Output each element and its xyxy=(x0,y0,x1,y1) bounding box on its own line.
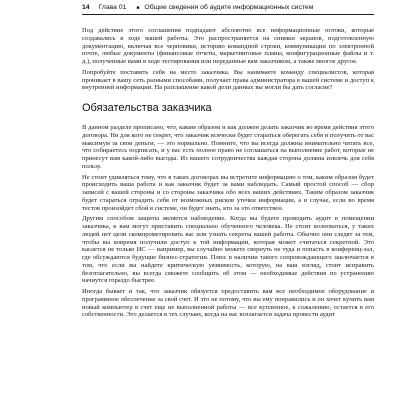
body-paragraph: Под действие этого соглашения подпадают абсолютно все информационные потоки, которые создавались в ходе вашей работы. Это распространяется на снимки экранов, подготовленную документацию, включая все черновики, историю командной строки, коммуникации по электронной почте, любые документы (финансовые отчеты, маркетинговые планы, конфигурационные файлы и т. д.), полученные вами в ходе тестирования или переданные вам заказчиком, а также многое другое. xyxy=(82,27,374,65)
body-paragraph: Не стоит удивляться тому, что в таких договорах вы встретите информацию о том, каким образом будет происходить ваша работа и как заказчик будет за вами наблюдать. Самый простой способ — сбор записей с вашей стороны и со стороны заказчика обо всех ваших действиях. Таким образом заказчик будет стараться оградить себя от возможных рисков утечки информации, а в случае, если во время тестов произойдет сбой в системе, он будет знать, кто за это ответствен. xyxy=(82,173,374,212)
body-paragraph: Иногда бывает и так, что заказчик обязуется предоставить вам все необходимое оборудование и программное обеспечение за свой счет. И это не потому, что вы ему понравились и он хочет купить вам новый компьютер в счет еще не выполненной работы — все купленное, к сожалению, остается в его собственности. Это делается в тех случаях, когда на вас возлагается задача провести аудит xyxy=(82,288,374,319)
body-paragraph: Попробуйте поставить себя на место заказчика. Вы нанимаете команду специалистов, которая проникает в вашу сеть разными способами, получает права администратора в вашей системе и доступ к внутренней информации. На разглашение какой доли данных вы могли бы дать согласие? xyxy=(82,68,374,92)
body-paragraph: Другим способом защиты является наблюдение. Когда вы будете проводить аудит в помещении заказчика, к вам могут приставить специально обученного человека. Не стоит волноваться, у таких людей нет цели скомпрометировать вас или узнать секреты вашей работы. Обычно они следят за тем, чтобы вы вовремя получили доступ к той информации, которая может считаться секретной. Это касается не только ИС — например, вы случайно можете свернуть не туда и попасть в конференц-зал, где обсуждаются будущие бизнес-стратегии. Плюс в наличии такого сопровождающего заключается в том, что если вы найдете критическую уязвимость, которую, на ваш взгляд, стоит исправить безотлагательно, вы всегда сможете сообщить об этом — необходимые действия по устранению начнутся гораздо быстрее. xyxy=(82,215,374,285)
chapter-label: Глава 01 xyxy=(98,3,127,11)
body-paragraph: В данном разделе прописано, что, каким образом и как должен делать заказчик во время действия этого договора. Ни для кого не секрет, что заказчик всячески будет стараться оберегать себя и получить от вас максимум за свои деньги, — это нормально. Помните, что вы всегда должны внимательно читать все, что собираетесь подписать, и у вас есть полное право не соглашаться на выполнение работ, которые не принесут вам какой-либо выгоды. Из вашего сотрудничества каждая сторона должна извлечь для себя пользу. xyxy=(82,124,374,170)
chapter-title: Общие сведения об аудите информационных систем xyxy=(144,3,314,11)
separator-square-icon xyxy=(136,4,139,11)
page-number: 14 xyxy=(82,3,90,11)
section-heading: Обязательства заказчика xyxy=(82,102,212,114)
running-header xyxy=(82,0,374,15)
